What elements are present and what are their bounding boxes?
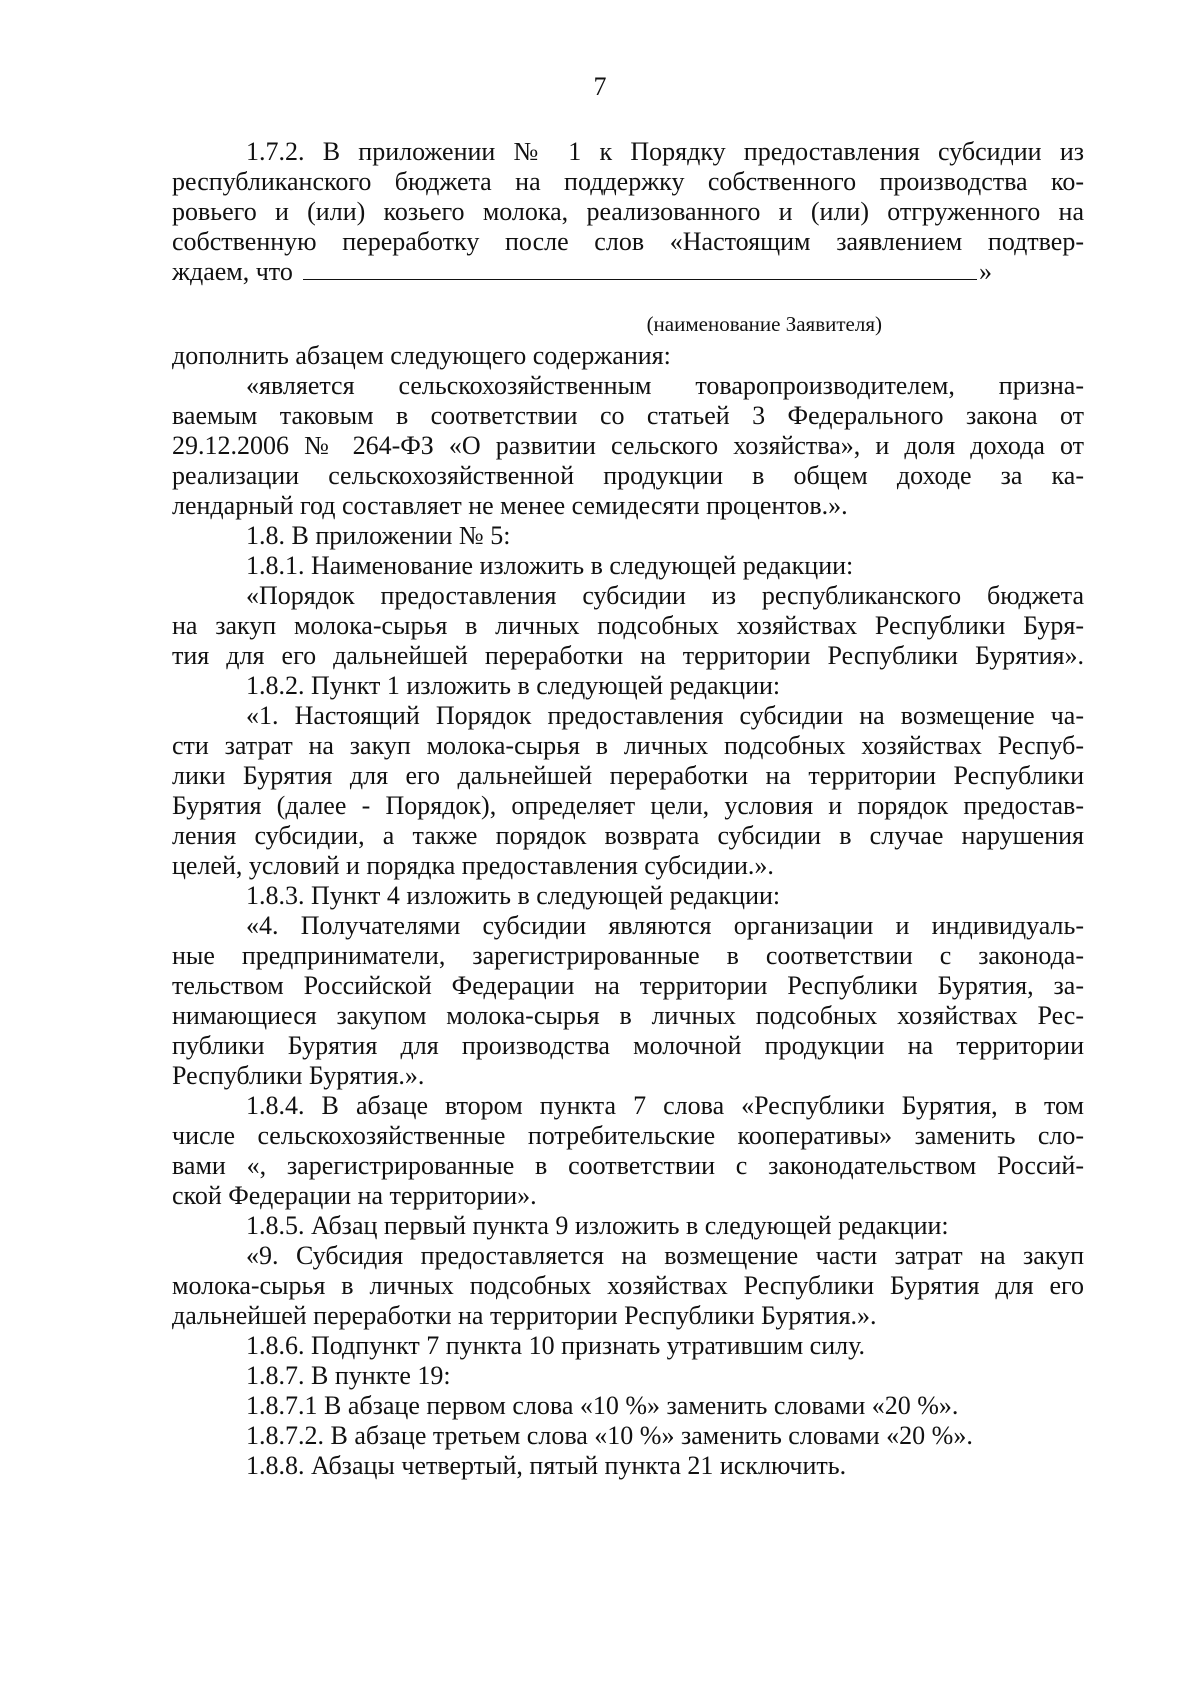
caption-text: (наименование Заявителя) [646, 312, 882, 336]
text-line: публики Бурятия для производства молочной продукции на территории [172, 1031, 1084, 1060]
text-line: дополнить абзацем следующего содержания: [172, 341, 671, 370]
text-line: ные предприниматели, зарегистрированные в соответствии с законода- [172, 941, 1084, 970]
text-line: тия для его дальнейшей переработки на территории Республики Бурятия». [172, 641, 1084, 670]
text-line: 1.8.3. Пункт 4 изложить в следующей редакции: [246, 881, 781, 910]
text-line: 1.8.1. Наименование изложить в следующей редакции: [246, 551, 854, 580]
text-line: ления субсидии, а также порядок возврата субсидии в случае нарушения [172, 821, 1084, 850]
text-line: дальнейшей переработки на территории Республики Бурятия.». [172, 1301, 877, 1330]
text-line: «9. Субсидия предоставляется на возмещение части затрат на закуп [246, 1241, 1084, 1270]
text-line: тельством Российской Федерации на территории Республики Бурятия, за- [172, 971, 1084, 1000]
text-line: «4. Получателями субсидии являются организации и индивидуаль- [246, 911, 1084, 940]
text-line: 1.8.8. Абзацы четвертый, пятый пункта 21 исключить. [246, 1451, 847, 1480]
text-line: Бурятия (далее - Порядок), определяет цели, условия и порядок предостав- [172, 791, 1084, 820]
text-line: Республики Бурятия.». [172, 1061, 425, 1090]
text-line: 1.8. В приложении № 5: [246, 521, 511, 550]
text-line: 1.8.7.1 В абзаце первом слова «10 %» заменить словами «20 %». [246, 1391, 959, 1420]
applicant-caption [170, 312, 1082, 337]
text-line: молока-сырья в личных подсобных хозяйствах Республики Бурятия для его [172, 1271, 1084, 1300]
text-line: ждаем, что [172, 257, 293, 286]
text-line: 1.7.2. В приложении № 1 к Порядку предоставления субсидии из [246, 137, 1084, 166]
text-line: «является сельскохозяйственным товаропроизводителем, призна- [246, 371, 1084, 400]
text-line: 29.12.2006 № 264-ФЗ «О развитии сельского хозяйства», и доля дохода от [172, 431, 1084, 460]
text-line: «1. Настоящий Порядок предоставления субсидии на возмещение ча- [246, 701, 1084, 730]
text-line: республиканского бюджета на поддержку собственного производства ко- [172, 167, 1084, 196]
applicant-name-blank [303, 257, 977, 280]
text-line: лендарный год составляет не менее семидесяти процентов.». [172, 491, 848, 520]
text-line: 1.8.7.2. В абзаце третьем слова «10 %» заменить словами «20 %». [246, 1421, 973, 1450]
text-line: 1.8.7. В пункте 19: [246, 1361, 451, 1390]
text-line: 1.8.2. Пункт 1 изложить в следующей редакции: [246, 671, 781, 700]
text-line: нимающиеся закупом молока-сырья в личных подсобных хозяйствах Рес- [172, 1001, 1084, 1030]
text-line: собственную переработку после слов «Настоящим заявлением подтвер- [172, 227, 1084, 256]
text-line: 1.8.4. В абзаце втором пункта 7 слова «Республики Бурятия, в том [246, 1091, 1084, 1120]
text-line: «Порядок предоставления субсидии из республиканского бюджета [246, 581, 1084, 610]
page-number: 7 [593, 72, 607, 101]
text-line: 1.8.5. Абзац первый пункта 9 изложить в следующей редакции: [246, 1211, 949, 1240]
text-line: 1.8.6. Подпункт 7 пункта 10 признать утратившим силу. [246, 1331, 865, 1360]
text-line: на закуп молока-сырья в личных подсобных хозяйствах Республики Буря- [172, 611, 1084, 640]
text-line: лики Бурятия для его дальнейшей переработки на территории Республики [172, 761, 1084, 790]
text-line: ваемым таковым в соответствии со статьей 3 Федерального закона от [172, 401, 1084, 430]
text-line: целей, условий и порядка предоставления субсидии.». [172, 851, 774, 880]
applicant-fill-line [172, 256, 992, 288]
text-line: реализации сельскохозяйственной продукции в общем доходе за ка- [172, 461, 1084, 490]
text-line: числе сельскохозяйственные потребительские кооперативы» заменить сло- [172, 1121, 1084, 1150]
text-line: вами «, зарегистрированные в соответствии с законодательством Россий- [172, 1151, 1084, 1180]
closing-quote: » [979, 257, 992, 286]
text-line: ской Федерации на территории». [172, 1181, 537, 1210]
text-line: ровьего и (или) козьего молока, реализованного и (или) отгруженного на [172, 197, 1084, 226]
text-line: сти затрат на закуп молока-сырья в личных подсобных хозяйствах Респуб- [172, 731, 1084, 760]
